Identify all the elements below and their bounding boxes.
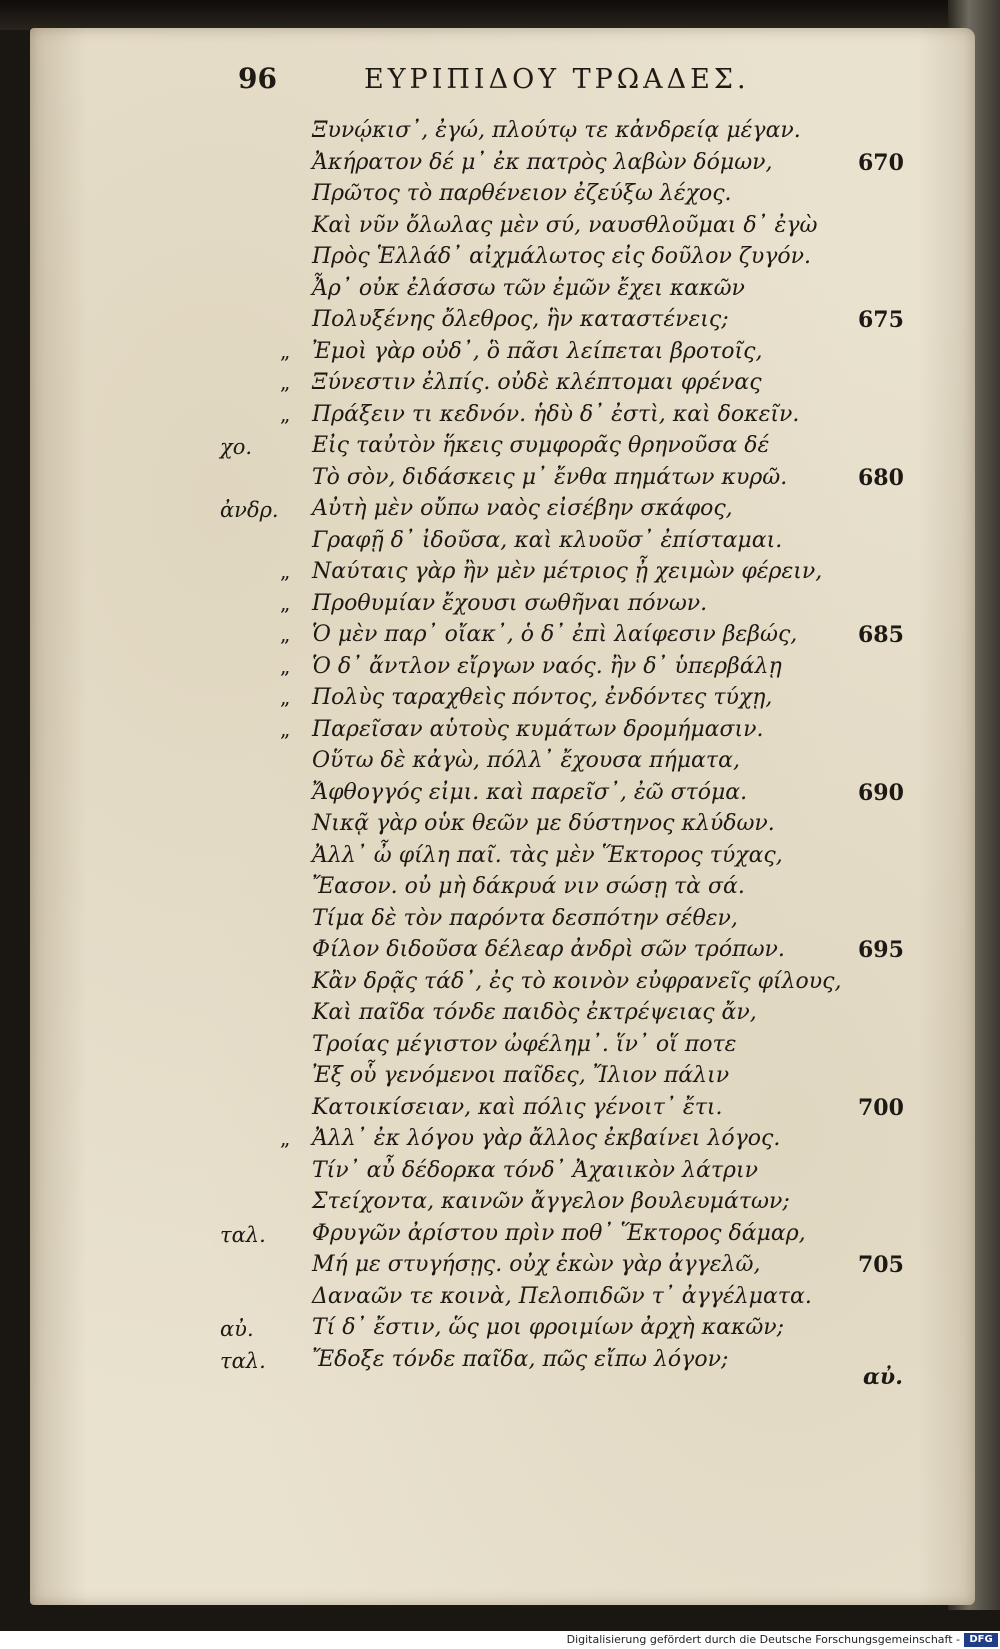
- verse-line-text: Κἂν δρᾷς τάδ᾽, ἐς τὸ κοινὸν εὐφρανεῖς φίλους,: [312, 968, 842, 994]
- verse-line-text: Νικᾷ γὰρ οὑκ θεῶν με δύστηνος κλύδων.: [312, 811, 775, 836]
- speaker-label: αὐ.: [220, 1317, 254, 1341]
- verse-line: [0, 179, 1000, 213]
- verse-line: [0, 557, 1000, 591]
- verse-line: [0, 1219, 1000, 1253]
- verse-line: [0, 652, 1000, 686]
- gnomic-marker: „: [280, 716, 291, 741]
- verse-line: [0, 337, 1000, 371]
- verse-line-text: Ναύταις γὰρ ἢν μὲν μέτριος ᾖ χειμὼν φέρειν,: [312, 559, 823, 584]
- line-number: 690: [858, 779, 904, 806]
- verse-line: [0, 935, 1000, 969]
- verse-line-text: Στείχοντα, καινῶν ἄγγελον βουλευμάτων;: [312, 1189, 790, 1214]
- gnomic-marker: „: [280, 653, 291, 678]
- verse-line-text: Κατοικίσειαν, καὶ πόλις γένοιτ᾽ ἔτι.: [312, 1094, 723, 1120]
- verse-line: [0, 1250, 1000, 1284]
- verse-line: [0, 1282, 1000, 1316]
- gnomic-marker: „: [280, 622, 291, 646]
- verse-line-text: Γραφῇ δ᾽ ἰδοῦσα, καὶ κλυοῦσ᾽ ἐπίσταμαι.: [312, 527, 783, 553]
- verse-line-text: Οὕτω δὲ κἀγὼ, πόλλ᾽ ἔχουσα πήματα,: [312, 748, 740, 773]
- verse-line: [0, 400, 1000, 434]
- digitization-footer: [0, 1631, 1000, 1649]
- verse-line: [0, 1187, 1000, 1221]
- line-number: 670: [858, 149, 904, 176]
- verse-line: [0, 305, 1000, 339]
- scan-top-border: [0, 0, 1000, 30]
- verse-line: [0, 1313, 1000, 1347]
- verse-line: [0, 1030, 1000, 1064]
- line-number: 685: [858, 622, 904, 648]
- gnomic-marker: „: [280, 370, 291, 394]
- verse-line: [0, 274, 1000, 308]
- verse-line: [0, 841, 1000, 875]
- verse-line-text: Φίλον διδοῦσα δέλεαρ ἀνδρὶ σῶν τρόπων.: [312, 937, 785, 962]
- verse-line: [0, 589, 1000, 623]
- speaker-label: ταλ.: [220, 1222, 266, 1247]
- verse-line: [0, 715, 1000, 749]
- verse-line-text: Ὁ δ᾽ ἄντλον εἴργων ναός. ἢν δ᾽ ὑπερβάλῃ: [312, 653, 782, 679]
- verse-line: [0, 431, 1000, 465]
- running-title: ΕΥΡΙΠΙΔΟΥ ΤΡΩΑΔΕΣ.: [364, 64, 750, 95]
- line-number: 695: [858, 937, 904, 963]
- speaker-label: ταλ.: [220, 1348, 266, 1373]
- verse-line-text: Αὐτὴ μὲν οὔπω ναὸς εἰσέβην σκάφος,: [312, 496, 733, 521]
- verse-line-text: Ξυνῴκισ᾽, ἐγώ, πλούτῳ τε κἀνδρείᾳ μέγαν.: [312, 118, 801, 143]
- page-number: 96: [238, 62, 277, 95]
- verse-line-text: Ἔασον. οὐ μὴ δάκρυά νιν σώσῃ τὰ σά.: [312, 874, 745, 899]
- speaker-label: χο.: [220, 435, 253, 459]
- verse-line: [0, 967, 1000, 1001]
- verse-line: [0, 1061, 1000, 1095]
- gnomic-marker: „: [280, 685, 291, 709]
- page-header: [0, 62, 1000, 102]
- verse-line-text: Ἔδοξε τόνδε παῖδα, πῶς εἴπω λόγον;: [312, 1346, 729, 1372]
- speaker-label: ἀνδρ.: [220, 498, 279, 522]
- verse-line-text: Ἆρ᾽ οὐκ ἐλάσσω τῶν ἐμῶν ἔχει κακῶν: [312, 275, 745, 301]
- verse-line-text: Καὶ νῦν ὄλωλας μὲν σύ, ναυσθλοῦμαι δ᾽ ἐγὼ: [312, 212, 818, 238]
- verse-line-text: Πράξειν τι κεδνόν. ἡδὺ δ᾽ ἐστὶ, καὶ δοκεῖν.: [312, 401, 800, 427]
- verse-line: [0, 904, 1000, 938]
- verse-line-text: Πολυξένης ὄλεθρος, ἣν καταστένεις;: [312, 307, 729, 332]
- verse-line-text: Πρὸς Ἑλλάδ᾽ αἰχμάλωτος εἰς δοῦλον ζυγόν.: [312, 244, 811, 269]
- verse-line-text: Προθυμίαν ἔχουσι σωθῆναι πόνων.: [312, 590, 708, 616]
- line-number: 700: [858, 1094, 904, 1121]
- verse-line-text: Καὶ παῖδα τόνδε παιδὸς ἐκτρέψειας ἄν,: [312, 1000, 757, 1025]
- verse-line-text: Τίμα δὲ τὸν παρόντα δεσπότην σέθεν,: [312, 905, 738, 931]
- gnomic-marker: „: [280, 1126, 291, 1150]
- verse-line-text: Τὸ σὸν, διδάσκεις μ᾽ ἔνθα πημάτων κυρῶ.: [312, 464, 788, 490]
- verse-line-text: Ξύνεστιν ἐλπίς. οὐδὲ κλέπτομαι φρένας: [312, 370, 762, 395]
- verse-line-text: Ἐξ οὗ γενόμενοι παῖδες, Ἴλιον πάλιν: [312, 1063, 730, 1088]
- verse-line-text: Τροίας μέγιστον ὠφέλημ᾽. ἵν᾽ οἵ ποτε: [312, 1031, 737, 1057]
- verse-line-text: Ἀκήρατον δέ μ᾽ ἐκ πατρὸς λαβὼν δόμων,: [312, 149, 773, 175]
- verse-line: [0, 148, 1000, 182]
- verse-line-text: Τίν᾽ αὖ δέδορκα τόνδ᾽ Ἀχαιικὸν λάτριν: [312, 1157, 758, 1183]
- dfg-logo: DFG: [964, 1633, 998, 1647]
- verse-line-text: Εἰς ταὐτὸν ἥκεις συμφορᾶς θρηνοῦσα δέ: [312, 433, 770, 458]
- verse-line-text: Ὁ μὲν παρ᾽ οἴακ᾽, ὁ δ᾽ ἐπὶ λαίφεσιν βεβώς,: [312, 622, 798, 647]
- line-number: 680: [858, 464, 904, 491]
- verse-line: [0, 242, 1000, 276]
- verse-line: [0, 683, 1000, 717]
- verse-line: [0, 746, 1000, 780]
- line-number: 705: [858, 1252, 904, 1278]
- verse-line: [0, 211, 1000, 245]
- gnomic-marker: „: [280, 401, 291, 426]
- catchword: αὐ.: [863, 1364, 903, 1390]
- verse-line-text: Πολὺς ταραχθεὶς πόντος, ἐνδόντες τύχῃ,: [312, 685, 773, 710]
- verse-line-text: Τί δ᾽ ἔστιν, ὥς μοι φροιμίων ἀρχὴ κακῶν;: [312, 1315, 785, 1340]
- line-number: 675: [858, 307, 904, 333]
- verse-line: [0, 494, 1000, 528]
- gnomic-marker: „: [280, 338, 291, 363]
- verse-line: [0, 1124, 1000, 1158]
- verse-line: [0, 368, 1000, 402]
- gnomic-marker: „: [280, 590, 291, 615]
- verse-line-text: Φρυγῶν ἀρίστου πρὶν ποθ᾽ Ἕκτορος δάμαρ,: [312, 1220, 806, 1246]
- verse-line: [0, 1345, 1000, 1379]
- verse-line-text: Ἀλλ᾽ ἐκ λόγου γὰρ ἄλλος ἐκβαίνει λόγος.: [312, 1126, 781, 1151]
- verse-line-text: Ἀλλ᾽ ὦ φίλη παῖ. τὰς μὲν Ἕκτορος τύχας,: [312, 842, 783, 868]
- verse-line: [0, 526, 1000, 560]
- verse-line: [0, 463, 1000, 497]
- gnomic-marker: „: [280, 559, 291, 583]
- verse-line-text: Παρεῖσαν αὑτοὺς κυμάτων δρομήμασιν.: [312, 716, 764, 742]
- verse-line: [0, 998, 1000, 1032]
- verse-line: [0, 778, 1000, 812]
- verse-line: [0, 620, 1000, 654]
- verse-line-text: Ἄφθογγός εἰμι. καὶ παρεῖσ᾽, ἐῶ στόμα.: [312, 779, 748, 805]
- verse-line-text: Μή με στυγήσῃς. οὐχ ἑκὼν γὰρ ἀγγελῶ,: [312, 1252, 761, 1277]
- verse-line: [0, 872, 1000, 906]
- verse-line: [0, 1156, 1000, 1190]
- verse-line-text: Ἐμοὶ γὰρ οὐδ᾽, ὃ πᾶσι λείπεται βροτοῖς,: [312, 338, 763, 364]
- verse-line-text: Δαναῶν τε κοινὰ, Πελοπιδῶν τ᾽ ἀγγέλματα.: [312, 1283, 812, 1309]
- verse-line: [0, 116, 1000, 150]
- footer-credit: Digitalisierung gefördert durch die Deutsche Forschungsgemeinschaft -: [566, 1633, 960, 1646]
- verse-line-text: Πρῶτος τὸ παρθένειον ἐζεύξω λέχος.: [312, 181, 732, 206]
- verse-line: [0, 809, 1000, 843]
- verse-line: [0, 1093, 1000, 1127]
